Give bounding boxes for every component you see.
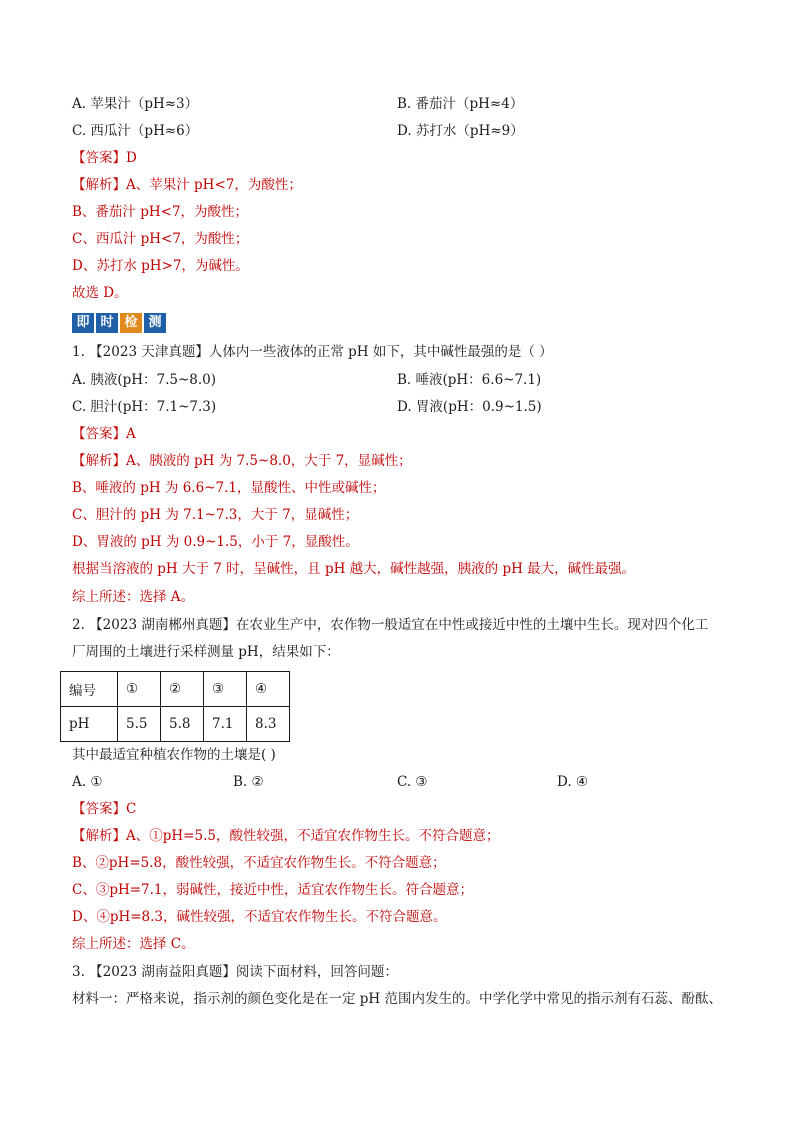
table-cell: pH [61,707,118,742]
table-cell: 5.8 [161,707,204,742]
answer-tag: 【答案】 [72,801,126,817]
table-cell: ② [161,672,204,707]
q2-stem: 2. 【2023 湖南郴州真题】在农业生产中，农作物一般适宜在中性或接近中性的土壤中生长。现对四个化工 [72,617,709,633]
answer-value: D [126,150,137,166]
table-row [61,707,290,742]
table-cell: 8.3 [247,707,290,742]
badge-char: 测 [144,313,166,333]
q2-conclusion: 综上所述：选择 C。 [72,936,195,952]
q0-conclusion: 故选 D。 [72,285,128,301]
analysis-tag: 【解析】 [72,177,126,193]
analysis-tag: 【解析】 [72,453,126,469]
q1-answer [72,424,136,444]
q2-option-c: C. ③ [397,774,428,790]
q0-answer [72,148,137,168]
q1-analysis-line: C、胆汁的 pH 为 7.1~7.3，大于 7，显碱性； [72,507,359,523]
answer-tag: 【答案】 [72,150,126,166]
q1-analysis-line: B、唾液的 pH 为 6.6~7.1，显酸性、中性或碱性； [72,480,386,496]
table-cell: ③ [204,672,247,707]
table-cell: 5.5 [118,707,161,742]
q2-analysis-line: D、④pH=8.3，碱性较强，不适宜农作物生长。不符合题意。 [72,909,447,925]
analysis-text: A、苹果汁 pH<7，为酸性； [126,177,302,193]
q1-analysis-line: 根据当溶液的 pH 大于 7 时，呈碱性，且 pH 越大，碱性越强，胰液的 pH 最大，碱性最强。 [72,561,636,577]
q0-analysis-line: D、苏打水 pH>7，为碱性。 [72,258,249,274]
q0-option-c: C. 西瓜汁（pH≈6） [72,123,199,139]
q2-question: 其中最适宜种植农作物的土壤是( ) [72,747,276,763]
table-cell: ① [118,672,161,707]
answer-value: C [126,801,137,817]
badge-char: 检 [120,313,142,333]
analysis-text: A、①pH=5.5，酸性较强，不适宜农作物生长。不符合题意； [126,828,500,844]
section-badge [72,313,166,333]
q0-analysis-line: B、番茄汁 pH<7，为酸性； [72,204,249,220]
answer-tag: 【答案】 [72,426,126,442]
badge-char: 即 [72,313,94,333]
q0-analysis-line [72,175,302,195]
q2-option-b: B. ② [233,774,264,790]
q2-analysis-line: C、③pH=7.1，弱碱性，接近中性，适宜农作物生长。符合题意； [72,882,474,898]
table-cell: ④ [247,672,290,707]
answer-value: A [126,426,136,442]
q2-option-d: D. ④ [557,774,589,790]
q1-option-b: B. 唾液(pH：6.6~7.1) [397,372,542,388]
q1-option-d: D. 胃液(pH：0.9~1.5) [397,399,542,415]
ph-table [60,671,290,742]
q2-option-a: A. ① [72,774,103,790]
analysis-text: A、胰液的 pH 为 7.5~8.0，大于 7，显碱性； [126,453,412,469]
badge-char: 时 [96,313,118,333]
table-cell: 编号 [61,672,118,707]
q2-analysis-line [72,826,499,846]
q1-option-a: A. 胰液(pH：7.5~8.0) [72,372,217,388]
q3-stem: 3. 【2023 湖南益阳真题】阅读下面材料，回答问题： [72,964,398,980]
q0-option-a: A. 苹果汁（pH≈3） [72,96,199,112]
q0-option-b: B. 番茄汁（pH≈4） [397,96,524,112]
q1-option-c: C. 胆汁(pH：7.1~7.3) [72,399,217,415]
analysis-tag: 【解析】 [72,828,126,844]
q1-conclusion: 综上所述：选择 A。 [72,589,195,605]
q2-answer [72,799,136,819]
q3-material: 材料一：严格来说，指示剂的颜色变化是在一定 pH 范围内发生的。中学化学中常见的指示剂有石蕊、酚酞、 [72,991,722,1007]
q0-option-d: D. 苏打水（pH≈9） [397,123,524,139]
q1-analysis-line: D、胃液的 pH 为 0.9~1.5，小于 7，显酸性。 [72,534,359,550]
q1-analysis-line [72,451,412,471]
q2-stem: 厂周围的土壤进行采样测量 pH，结果如下： [72,644,340,660]
q0-analysis-line: C、西瓜汁 pH<7，为酸性； [72,231,249,247]
table-row [61,672,290,707]
table-cell: 7.1 [204,707,247,742]
q1-stem: 1. 【2023 天津真题】人体内一些液体的正常 pH 如下，其中碱性最强的是（ ） [72,344,553,360]
q2-analysis-line: B、②pH=5.8，酸性较强，不适宜农作物生长。不符合题意； [72,855,446,871]
